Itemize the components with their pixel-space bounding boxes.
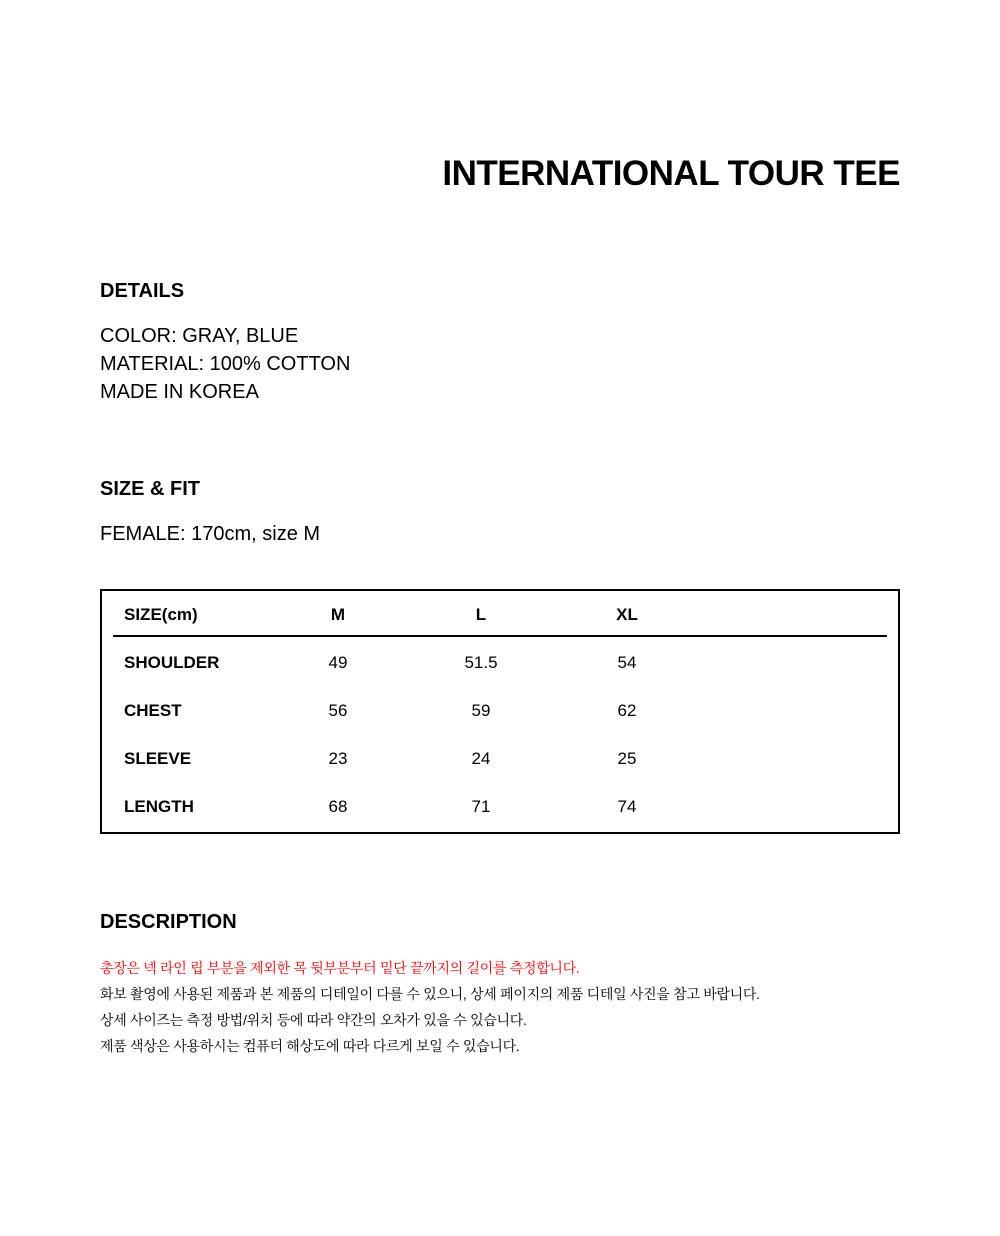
table-cell: 24 [471, 749, 491, 768]
table-cell: 23 [328, 749, 348, 768]
table-cell: 51.5 [464, 653, 498, 672]
size-header-m: M [330, 605, 346, 624]
size-table [100, 589, 900, 834]
table-cell: 62 [617, 701, 637, 720]
table-cell: 25 [617, 749, 637, 768]
table-cell: 49 [328, 653, 348, 672]
size-header-l: L [475, 605, 487, 624]
table-cell: 74 [617, 797, 637, 816]
size-header-xl: XL [616, 605, 638, 624]
description-note: 화보 촬영에 사용된 제품과 본 제품의 디테일이 다를 수 있으니, 상세 페이지의 제품 디테일 사진을 참고 바랍니다. [100, 986, 760, 1002]
description-note: 제품 색상은 사용하시는 컴퓨터 해상도에 따라 다르게 보일 수 있습니다. [100, 1038, 520, 1054]
details-color: COLOR: GRAY, BLUE [100, 325, 299, 347]
table-cell: 71 [471, 797, 491, 816]
description-note-highlight: 총장은 넥 라인 립 부분을 제외한 목 뒷부분부터 밑단 끝까지의 길이를 측정합니다. [100, 960, 580, 976]
details-heading: DETAILS [100, 280, 185, 302]
table-cell: 59 [471, 701, 491, 720]
details-origin: MADE IN KOREA [100, 381, 259, 403]
details-material: MATERIAL: 100% COTTON [100, 353, 351, 375]
table-cell: 54 [617, 653, 637, 672]
table-cell: 68 [328, 797, 348, 816]
size-column-header: SIZE(cm) [124, 605, 198, 624]
table-cell: 56 [328, 701, 348, 720]
product-title: INTERNATIONAL TOUR TEE [442, 154, 900, 193]
description-heading: DESCRIPTION [100, 911, 237, 933]
row-label-shoulder: SHOULDER [124, 653, 220, 672]
table-header-divider [113, 635, 887, 637]
description-note: 상세 사이즈는 측정 방법/위치 등에 따라 약간의 오차가 있을 수 있습니다. [100, 1012, 527, 1028]
row-label-chest: CHEST [124, 701, 182, 720]
model-size-info: FEMALE: 170cm, size M [100, 523, 321, 545]
size-fit-heading: SIZE & FIT [100, 478, 200, 500]
row-label-length: LENGTH [124, 797, 194, 816]
row-label-sleeve: SLEEVE [124, 749, 192, 768]
